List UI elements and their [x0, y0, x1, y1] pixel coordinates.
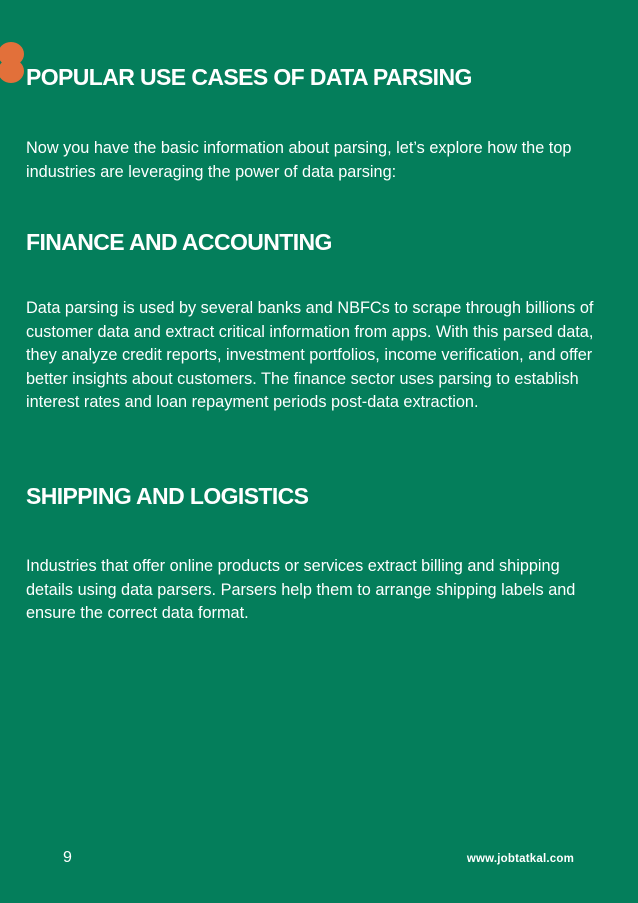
section-body-finance: Data parsing is used by several banks and NBFCs to scrape through billions of customer data and extract critical information from apps. With this parsed data, they analyze credit reports, investment portfolios, income verification, and offer better insights about customers. The finance sector uses parsing to establish interest rates and loan repayment periods post-data extraction.	[26, 299, 594, 411]
section-heading-shipping: SHIPPING AND LOGISTICS	[26, 483, 309, 509]
page-number: 9	[63, 849, 72, 866]
section-body-shipping: Industries that offer online products or services extract billing and shipping details using data parsers. Parsers help them to arrange shipping labels and ensure the correct data format.	[26, 557, 576, 622]
page-title: POPULAR USE CASES OF DATA PARSING	[26, 64, 472, 90]
accent-circle-bottom	[0, 59, 24, 83]
intro-paragraph: Now you have the basic information about parsing, let’s explore how the top industries are leveraging the power of data parsing:	[26, 139, 572, 181]
section-heading-finance: FINANCE AND ACCOUNTING	[26, 229, 332, 255]
footer-website-link[interactable]: www.jobtatkal.com	[466, 853, 574, 865]
decorative-accent-shape	[0, 42, 28, 84]
